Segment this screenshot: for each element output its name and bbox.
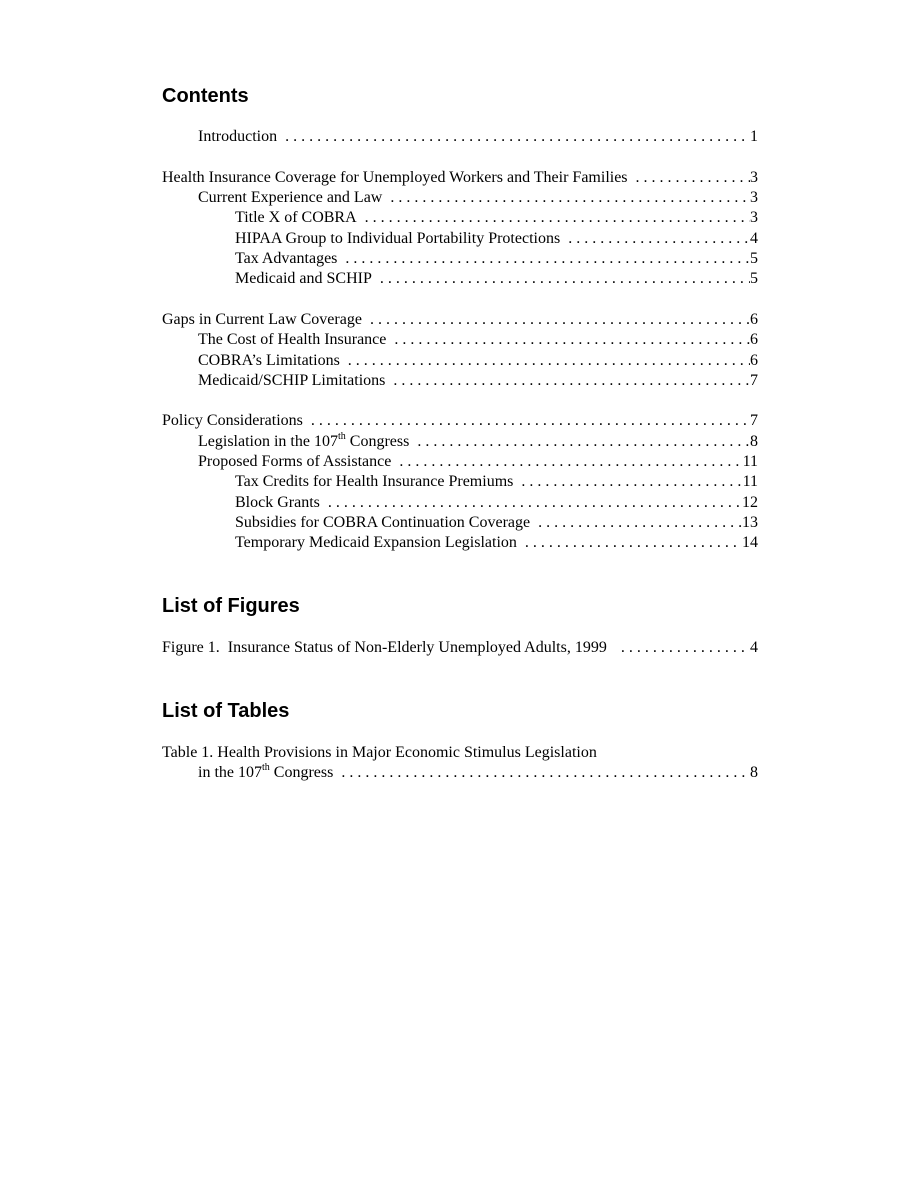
toc-entry-title: HIPAA Group to Individual Portability Protections <box>235 230 561 247</box>
dot-leader <box>607 638 750 658</box>
figures-heading: List of Figures <box>162 595 300 617</box>
toc-entry-title: Proposed Forms of Assistance <box>198 453 392 470</box>
toc-entry-title: Temporary Medicaid Expansion Legislation <box>235 534 517 551</box>
toc-entry-page: 7 <box>750 412 758 429</box>
dot-leader <box>362 310 750 330</box>
dot-leader <box>386 330 750 350</box>
toc-entry-page: 3 <box>750 169 758 186</box>
toc-entry-introduction[interactable] <box>198 127 758 147</box>
toc-entry-page: 7 <box>750 372 758 389</box>
toc-entry-tax-advantages[interactable] <box>235 249 758 269</box>
toc-entry-page: 3 <box>750 209 758 226</box>
toc-entry-hipaa[interactable] <box>235 229 758 249</box>
toc-entry-page: 6 <box>750 352 758 369</box>
toc-entry-title: Tax Credits for Health Insurance Premiums <box>235 473 514 490</box>
toc-entry-title: Medicaid/SCHIP Limitations <box>198 372 386 389</box>
toc-entry-page: 11 <box>742 453 758 470</box>
dot-leader <box>303 411 750 431</box>
toc-entry-title: Gaps in Current Law Coverage <box>162 311 362 328</box>
toc-entry-page: 5 <box>750 270 758 287</box>
dot-leader <box>333 763 750 783</box>
toc-entry-title: Tax Advantages <box>235 250 338 267</box>
dot-leader <box>517 533 742 553</box>
dot-leader <box>391 452 742 472</box>
table-entry-page: 8 <box>750 764 758 781</box>
toc-entry-block-grants[interactable] <box>235 493 758 513</box>
dot-leader <box>409 432 750 452</box>
toc-entry-title: Health Insurance Coverage for Unemployed Workers and Their Families <box>162 169 628 186</box>
dot-leader <box>382 188 750 208</box>
toc-entry-title: Block Grants <box>235 494 320 511</box>
dot-leader <box>320 493 742 513</box>
dot-leader <box>530 513 742 533</box>
dot-leader <box>372 269 750 289</box>
toc-entry-medicaid-schip[interactable] <box>235 269 758 289</box>
dot-leader <box>277 127 750 147</box>
toc-entry-medicaid-schip-limitations[interactable] <box>198 371 758 391</box>
toc-entry-policy-considerations[interactable] <box>162 411 758 431</box>
toc-entry-title: Subsidies for COBRA Continuation Coverage <box>235 514 531 531</box>
toc-entry-page: 6 <box>750 331 758 348</box>
figure-entry-1[interactable] <box>162 638 758 658</box>
contents-heading: Contents <box>162 85 249 107</box>
toc-entry-title-x-cobra[interactable] <box>235 208 758 228</box>
toc-entry-page: 4 <box>750 230 758 247</box>
dot-leader <box>340 351 750 371</box>
dot-leader <box>628 168 750 188</box>
toc-entry-temporary-medicaid[interactable] <box>235 533 758 553</box>
toc-entry-legislation-107th[interactable] <box>198 432 758 452</box>
toc-entry-title: Introduction <box>198 128 278 145</box>
figure-entry-page: 4 <box>750 639 758 656</box>
tables-heading: List of Tables <box>162 700 290 722</box>
toc-entry-page: 6 <box>750 311 758 328</box>
toc-entry-title: Medicaid and SCHIP <box>235 270 372 287</box>
toc-entry-page: 8 <box>750 433 758 450</box>
toc-entry-proposed-forms[interactable] <box>198 452 758 472</box>
toc-entry-gaps-current-law[interactable] <box>162 310 758 330</box>
dot-leader <box>385 371 750 391</box>
toc-entry-title: Current Experience and Law <box>198 189 383 206</box>
toc-entry-page: 13 <box>742 514 758 531</box>
toc-entry-title: COBRA’s Limitations <box>198 352 340 369</box>
toc-entry-cost-of-health-insurance[interactable] <box>198 330 758 350</box>
toc-entry-health-insurance-coverage[interactable] <box>162 168 758 188</box>
toc-entry-title: Title X of COBRA <box>235 209 357 226</box>
table-entry-title: in the 107th Congress <box>198 761 334 781</box>
toc-entry-title: Legislation in the 107th Congress <box>198 430 410 450</box>
dot-leader <box>513 472 742 492</box>
dot-leader <box>337 249 750 269</box>
toc-entry-page: 14 <box>742 534 758 551</box>
dot-leader <box>560 229 750 249</box>
dot-leader <box>357 208 750 228</box>
toc-entry-tax-credits[interactable] <box>235 472 758 492</box>
toc-entry-cobra-limitations[interactable] <box>198 351 758 371</box>
toc-entry-current-experience[interactable] <box>198 188 758 208</box>
figure-entry-title: Figure 1. Insurance Status of Non-Elderly Unemployed Adults, 1999 <box>162 639 607 656</box>
toc-entry-page: 12 <box>742 494 758 511</box>
toc-entry-page: 1 <box>750 128 758 145</box>
table-entry-1-line2[interactable] <box>198 763 758 783</box>
toc-entry-title: The Cost of Health Insurance <box>198 331 387 348</box>
table-entry-1-line1[interactable]: Table 1. Health Provisions in Major Economic Stimulus Legislation <box>162 744 597 761</box>
toc-entry-title: Policy Considerations <box>162 412 303 429</box>
toc-entry-subsidies-cobra[interactable] <box>235 513 758 533</box>
toc-entry-page: 3 <box>750 189 758 206</box>
toc-entry-page: 5 <box>750 250 758 267</box>
toc-entry-page: 11 <box>742 473 758 490</box>
